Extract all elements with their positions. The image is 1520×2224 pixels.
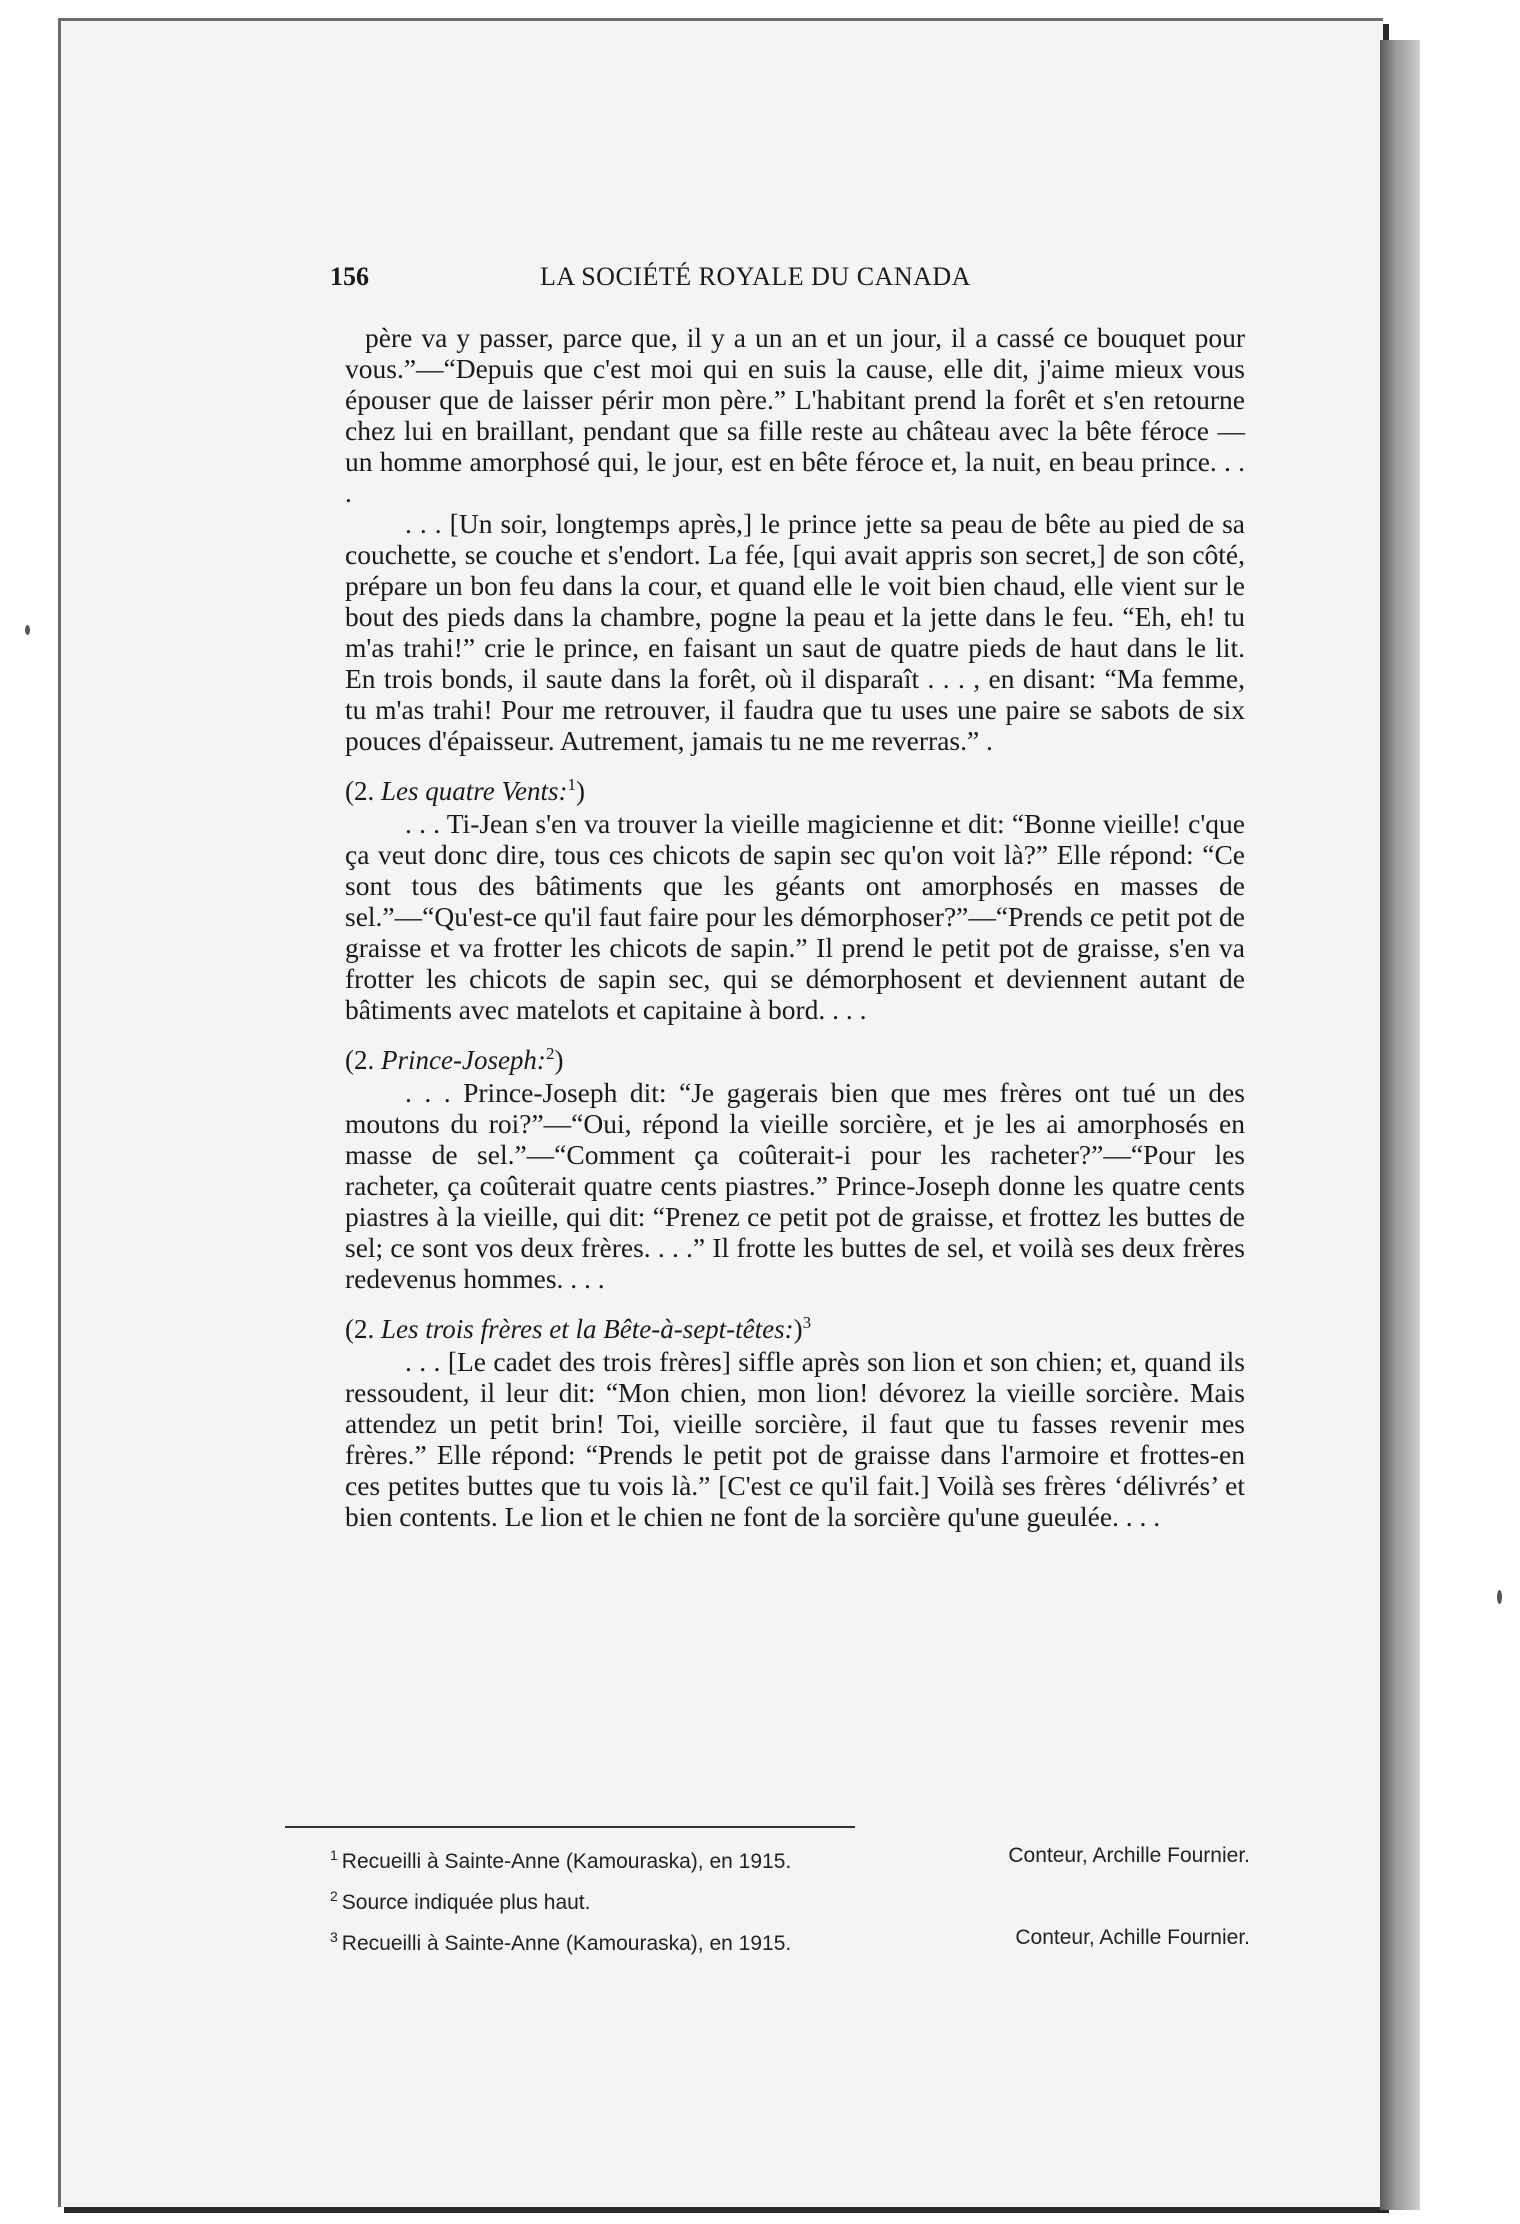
paragraph-ti-jean: . . . Ti-Jean s'en va trouver la vieille magicienne et dit: “Bonne vieille! c'que ça veut donc dire, tous ces chicots de sapin sec qu'on voit là?” Elle répond: “Ce sont tous des bâtiments que les géants ont amorphosés en masses de sel.”—“Qu'est-ce qu'il faut faire pour les démorphoser?”—“Prends ce petit pot de graisse et va frotter les chicots de sapin.” Il prend le petit pot de graisse, s'en va frotter les chicots de sapin sec, qui se démorphosent et deviennent autant de bâtiments avec matelots et capitaine à bord. . . . <box>345 808 1245 1025</box>
section-number: (2. <box>345 1314 375 1344</box>
footnote-text: Source indiquée plus haut. <box>341 1891 591 1914</box>
page-number: 156 <box>330 262 369 291</box>
footnote-ref: 3 <box>802 1313 812 1332</box>
paragraph-prince-joseph: . . . Prince-Joseph dit: “Je gagerais bien que mes frères ont tué un des moutons du roi?”—“Oui, répond la vieille sorcière, et je les ai amorphosés en masse de sel.”—“Comment ça coûterait-i pour les racheter?”—“Pour les racheter, ça coûterait quatre cents piastres.” Prince-Joseph donne les quatre cents piastres à la vieille, qui dit: “Prenez ce petit pot de graisse, et frottez les buttes de sel; ce sont vos deux frères. . . .” Il frotte les buttes de sel, et voilà ses deux frères redevenus hommes. . . . <box>345 1077 1245 1294</box>
section-heading-prince-joseph <box>345 1039 1245 1075</box>
footnote-1 <box>330 1838 1250 1879</box>
section-number: (2. <box>345 1045 375 1075</box>
running-head: LA SOCIÉTÉ ROYALE DU CANADA <box>540 262 971 291</box>
paragraph-cadet: . . . [Le cadet des trois frères] siffle après son lion et son chien; et, quand ils ressoudent, il leur dit: “Mon chien, mon lion! dévorez la vieille sorcière. Mais attendez un petit brin! Toi, vieille sorcière, il faut que tu fasses revenir mes frères.” Elle répond: “Prends le petit pot de graisse dans l'armoire et frottes-en ces petites buttes que tu vois là.” [C'est ce qu'il fait.] Voilà ses frères ‘délivrés’ et bien contents. Le lion et le chien ne font de la sorcière qu'une gueulée. . . . <box>345 1346 1245 1532</box>
section-close: ) <box>575 776 585 806</box>
footnote-teller: Conteur, Archille Fournier. <box>1008 1844 1250 1867</box>
section-title: Les trois frères et la Bête-à-sept-têtes: <box>381 1314 794 1344</box>
scan-speck <box>25 625 30 635</box>
section-heading-trois-freres <box>345 1308 1245 1344</box>
section-title: Prince-Joseph: <box>381 1045 546 1075</box>
footnote-ref: 2 <box>545 1044 555 1063</box>
footnote-text: Recueilli à Sainte-Anne (Kamouraska), en 1915. <box>341 1932 792 1955</box>
footnote-text: Recueilli à Sainte-Anne (Kamouraska), en 1915. <box>341 1850 792 1873</box>
section-number: (2. <box>345 776 375 806</box>
section-heading-quatre-vents <box>345 770 1245 806</box>
page-header <box>330 262 1260 302</box>
paragraph-prince: . . . [Un soir, longtemps après,] le prince jette sa peau de bête au pied de sa couchette, se couche et s'endort. La fée, [qui avait appris son secret,] de son côté, prépare un bon feu dans la cour, et quand elle le voit bien chaud, elle vient sur le bout des pieds dans la chambre, pogne la peau et la jette dans le feu. “Eh, eh! tu m'as trahi!” crie le prince, en faisant un saut de quatre pieds de haut dans le lit. En trois bonds, il saute dans la forêt, où il disparaît . . . , en disant: “Ma femme, tu m'as trahi! Pour me retrouver, il faudra que tu uses une paire se sabots de six pouces d'épaisseur. Autrement, jamais tu ne me reverras.” . <box>345 508 1245 756</box>
footnote-teller: Conteur, Achille Fournier. <box>1015 1926 1250 1949</box>
footnote-rule <box>285 1826 855 1828</box>
section-title: Les quatre Vents: <box>381 776 568 806</box>
footnote-3 <box>330 1920 1250 1961</box>
section-close: ) <box>554 1045 564 1075</box>
footnote-mark: 1 <box>330 1847 338 1863</box>
footnote-2 <box>330 1879 1250 1920</box>
page-edge-shadow <box>1380 40 1420 2210</box>
footnotes <box>330 1838 1250 1961</box>
footnote-mark: 2 <box>330 1888 338 1904</box>
footnote-mark: 3 <box>330 1929 338 1945</box>
paragraph-intro: père va y passer, parce que, il y a un an et un jour, il a cassé ce bouquet pour vous.”—“Depuis que c'est moi qui en suis la cause, elle dit, j'aime mieux vous épouser que de laisser périr mon père.” L'habitant prend la forêt et s'en retourne chez lui en braillant, pendant que sa fille reste au château avec la bête féroce — un homme amorphosé qui, le jour, est en bête féroce et, la nuit, en beau prince. . . . <box>345 322 1245 508</box>
page-body <box>345 322 1245 1532</box>
section-close: ) <box>793 1314 803 1344</box>
scan-speck <box>1497 1590 1502 1604</box>
footnote-ref: 1 <box>567 775 576 794</box>
